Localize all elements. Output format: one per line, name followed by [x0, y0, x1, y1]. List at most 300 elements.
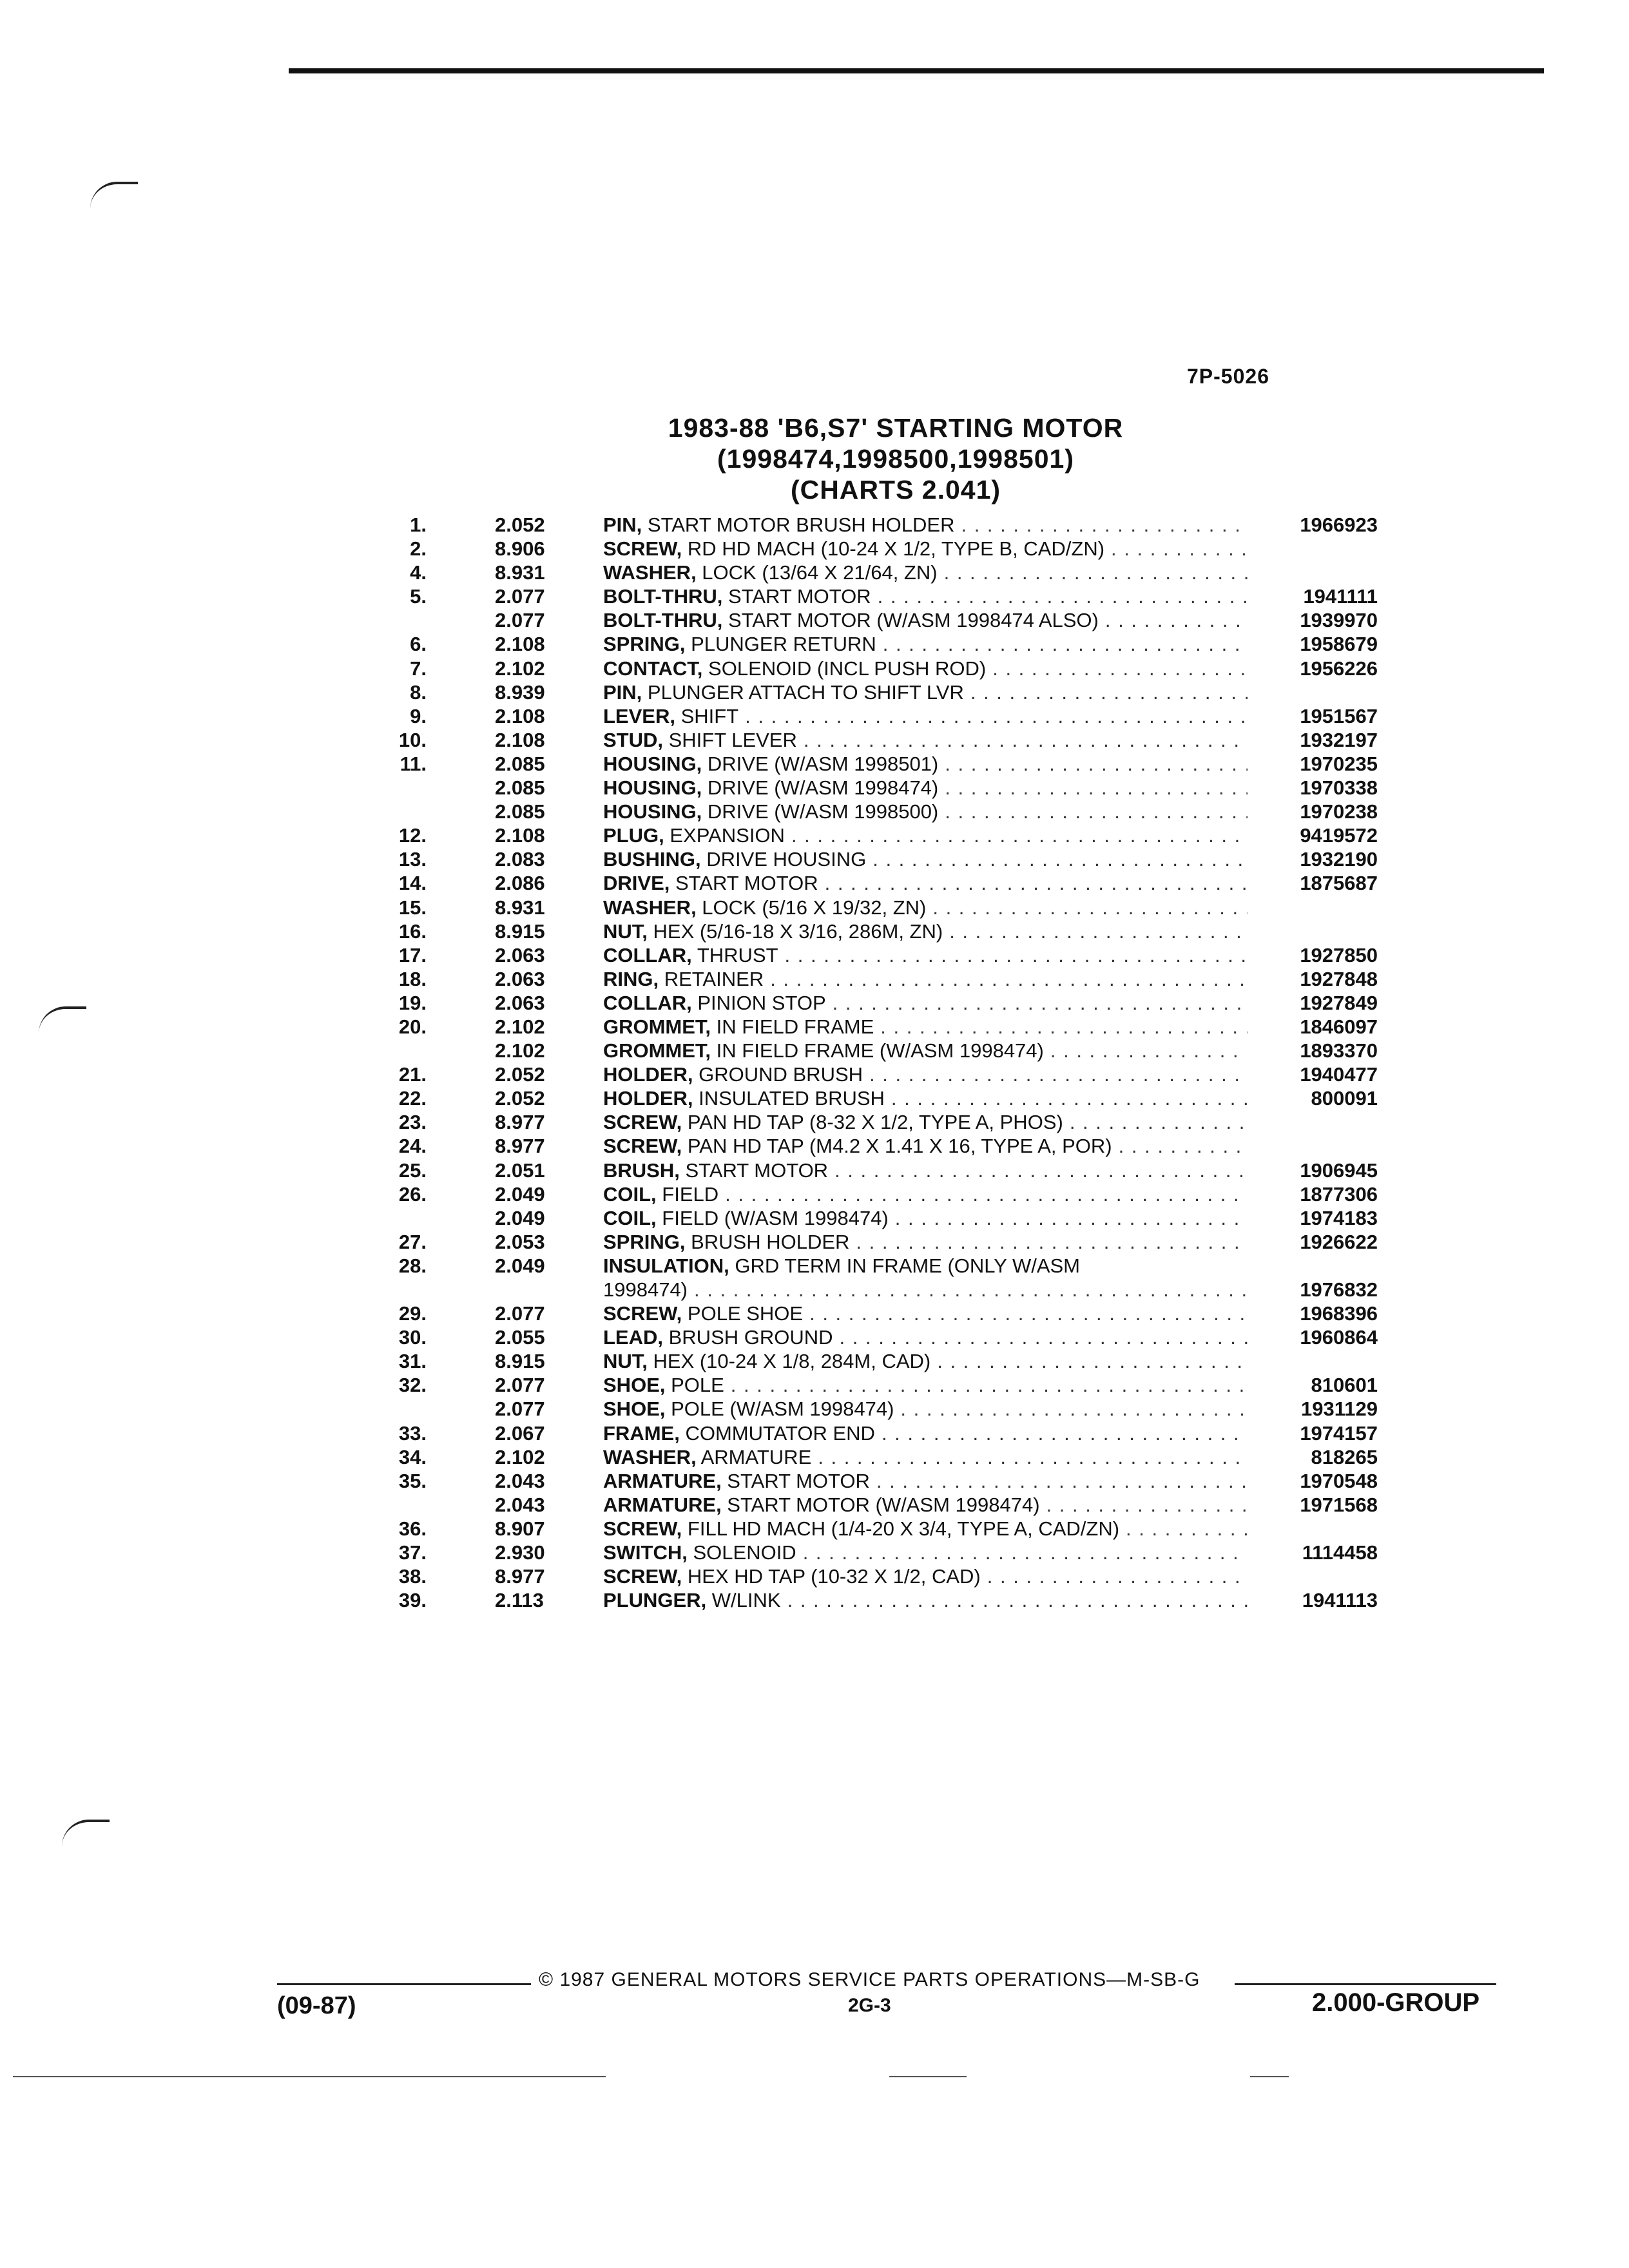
part-number: 1877306 — [1300, 1182, 1378, 1206]
part-number: 810601 — [1311, 1374, 1378, 1397]
ref-number: 21. — [398, 1063, 427, 1086]
part-number: 818265 — [1311, 1445, 1378, 1468]
part-description — [603, 991, 1248, 1015]
part-name: SPRING, — [603, 1230, 686, 1253]
chart-number: 2.077 — [495, 1302, 545, 1325]
part-description — [603, 1086, 1248, 1110]
chart-number: 2.086 — [495, 872, 545, 895]
part-detail: START MOTOR — [722, 585, 871, 608]
dot-leader — [937, 1349, 1248, 1373]
ref-number: 13. — [398, 848, 427, 871]
part-description — [603, 800, 1248, 823]
dot-leader — [944, 561, 1248, 584]
chart-number: 2.055 — [495, 1326, 545, 1349]
part-detail: IN FIELD FRAME (W/ASM 1998474) — [711, 1039, 1044, 1062]
part-name: WASHER, — [603, 896, 697, 919]
footer-rule — [277, 1983, 531, 1985]
part-detail: SHIFT LEVER — [663, 728, 797, 751]
part-number: 1927850 — [1300, 943, 1378, 966]
part-detail: POLE (W/ASM 1998474) — [665, 1398, 894, 1421]
part-detail: PLUNGER ATTACH TO SHIFT LVR — [642, 680, 964, 704]
ref-number: 1. — [410, 514, 427, 536]
part-detail: 1998474) — [603, 1278, 688, 1301]
parts-row — [0, 943, 1629, 967]
dot-leader — [791, 823, 1248, 847]
part-detail: HEX HD TAP (10-32 X 1/2, CAD) — [682, 1565, 981, 1588]
part-number: 9419572 — [1300, 824, 1378, 847]
ref-number: 24. — [398, 1135, 427, 1158]
part-detail: POLE — [665, 1374, 724, 1397]
parts-row — [0, 632, 1629, 656]
dot-leader — [1050, 1039, 1248, 1062]
dot-leader — [949, 919, 1248, 943]
part-description — [603, 1421, 1248, 1445]
parts-row — [0, 776, 1629, 800]
ref-number: 39. — [398, 1589, 427, 1612]
part-detail: SOLENOID (INCL PUSH ROD) — [702, 657, 987, 680]
chart-number: 2.067 — [495, 1421, 545, 1445]
part-number: 1941113 — [1302, 1589, 1378, 1612]
part-number: 1927849 — [1300, 991, 1378, 1014]
part-description — [603, 967, 1248, 991]
scan-mark — [62, 1820, 110, 1847]
chart-number: 8.931 — [495, 561, 545, 584]
parts-row — [0, 1564, 1629, 1588]
part-detail: LOCK (13/64 X 21/64, ZN) — [696, 561, 938, 584]
parts-row — [0, 1397, 1629, 1421]
ref-number: 36. — [398, 1517, 427, 1540]
part-name: DRIVE, — [603, 872, 670, 895]
dot-leader — [900, 1397, 1248, 1421]
part-name: STUD, — [603, 728, 663, 751]
part-detail: START MOTOR (W/ASM 1998474) — [721, 1493, 1040, 1516]
parts-row — [0, 1039, 1629, 1062]
part-detail: RETAINER — [659, 967, 764, 990]
part-description — [603, 1445, 1248, 1469]
part-number: 1970548 — [1300, 1469, 1378, 1492]
part-name: SHOE, — [603, 1398, 666, 1421]
part-description — [603, 537, 1248, 561]
dot-leader — [834, 1158, 1248, 1182]
scan-line — [1250, 2076, 1289, 2077]
chart-number: 2.077 — [495, 585, 545, 608]
part-detail: DRIVE (W/ASM 1998500) — [702, 800, 939, 823]
dot-leader — [694, 1278, 1248, 1302]
part-name: HOUSING, — [603, 800, 702, 823]
part-description — [603, 1588, 1248, 1612]
part-name: HOUSING, — [603, 752, 702, 775]
part-description — [603, 1349, 1248, 1373]
dot-leader — [1070, 1110, 1248, 1134]
parts-row — [0, 537, 1629, 561]
chart-number: 8.906 — [495, 537, 545, 561]
dot-leader — [987, 1564, 1248, 1588]
part-number: 1966923 — [1300, 514, 1378, 536]
part-description — [603, 1015, 1248, 1039]
part-description — [603, 1230, 1248, 1254]
part-detail: BRUSH HOLDER — [685, 1230, 850, 1253]
chart-number: 2.102 — [495, 1039, 545, 1062]
dot-leader — [785, 943, 1248, 967]
part-number: 1940477 — [1300, 1063, 1378, 1086]
part-name: RING, — [603, 967, 659, 990]
ref-number: 17. — [398, 943, 427, 966]
chart-number: 2.083 — [495, 848, 545, 871]
part-description — [603, 1039, 1248, 1062]
parts-row — [0, 991, 1629, 1015]
part-name: GROMMET, — [603, 1015, 711, 1038]
chart-number: 2.930 — [495, 1541, 545, 1564]
parts-row — [0, 1421, 1629, 1445]
parts-row — [0, 1254, 1629, 1278]
part-number: 1976832 — [1300, 1278, 1378, 1301]
ref-number: 35. — [398, 1469, 427, 1492]
ref-number: 22. — [398, 1087, 427, 1110]
part-detail: PAN HD TAP (8-32 X 1/2, TYPE A, PHOS) — [682, 1111, 1063, 1134]
ref-number: 25. — [398, 1158, 427, 1182]
part-detail: RD HD MACH (10-24 X 1/2, TYPE B, CAD/ZN) — [682, 537, 1105, 561]
chart-number: 2.049 — [495, 1254, 545, 1277]
part-detail: ARMATURE — [696, 1445, 812, 1468]
ref-number: 14. — [398, 872, 427, 895]
part-name: PLUG, — [603, 824, 664, 847]
part-description — [603, 1110, 1248, 1134]
part-name: HOLDER, — [603, 1063, 693, 1086]
scan-mark — [90, 182, 138, 209]
dot-leader — [945, 752, 1248, 776]
part-description — [603, 1278, 1248, 1302]
parts-row — [0, 1493, 1629, 1517]
part-description — [603, 919, 1248, 943]
chart-number: 2.043 — [495, 1469, 545, 1492]
parts-row — [0, 1349, 1629, 1373]
dot-leader — [1105, 608, 1248, 632]
parts-row — [0, 800, 1629, 823]
parts-row — [0, 896, 1629, 919]
part-detail: FILL HD MACH (1/4-20 X 3/4, TYPE A, CAD/ZN) — [682, 1517, 1120, 1540]
part-detail: START MOTOR BRUSH HOLDER — [642, 514, 955, 536]
part-name: COLLAR, — [603, 991, 692, 1014]
chart-number: 8.977 — [495, 1565, 545, 1588]
dot-leader — [818, 1445, 1248, 1469]
footer-rule — [1235, 1983, 1496, 1985]
page-code: 7P-5026 — [1187, 365, 1269, 388]
part-name: PIN, — [603, 514, 642, 536]
dot-leader — [731, 1373, 1248, 1397]
chart-number: 2.053 — [495, 1230, 545, 1253]
dot-leader — [961, 513, 1248, 537]
part-name: SWITCH, — [603, 1541, 688, 1564]
chart-number: 8.939 — [495, 680, 545, 704]
ref-number: 20. — [398, 1015, 427, 1038]
part-description — [603, 1206, 1248, 1230]
dot-leader — [725, 1182, 1248, 1206]
parts-row — [0, 967, 1629, 991]
chart-number: 2.049 — [495, 1206, 545, 1229]
parts-row — [0, 1469, 1629, 1493]
part-name: SCREW, — [603, 1517, 682, 1540]
part-detail: INSULATED BRUSH — [693, 1087, 885, 1110]
parts-row — [0, 752, 1629, 776]
dot-leader — [876, 1469, 1248, 1493]
part-number: 1932197 — [1300, 728, 1378, 751]
parts-row — [0, 561, 1629, 584]
part-name: GROMMET, — [603, 1039, 711, 1062]
part-description — [603, 704, 1248, 728]
part-detail: START MOTOR — [679, 1158, 829, 1182]
part-description — [603, 657, 1248, 680]
dot-leader — [1126, 1517, 1248, 1541]
part-description — [603, 823, 1248, 847]
part-number: 1974183 — [1300, 1206, 1378, 1229]
part-detail: HEX (5/16-18 X 3/16, 286M, ZN) — [647, 919, 943, 943]
part-name: COIL, — [603, 1206, 657, 1229]
ref-number: 38. — [398, 1565, 427, 1588]
chart-number: 2.108 — [495, 704, 545, 727]
ref-number: 34. — [398, 1445, 427, 1468]
parts-row — [0, 1206, 1629, 1230]
part-name: SCREW, — [603, 537, 682, 561]
part-detail: LOCK (5/16 X 19/32, ZN) — [696, 896, 927, 919]
chart-number: 2.102 — [495, 1445, 545, 1468]
part-description — [603, 1182, 1248, 1206]
part-name: HOUSING, — [603, 776, 702, 800]
part-number: 1974157 — [1300, 1421, 1378, 1445]
ref-number: 5. — [410, 585, 427, 608]
parts-row — [0, 1230, 1629, 1254]
ref-number: 18. — [398, 967, 427, 990]
dot-leader — [856, 1230, 1248, 1254]
part-number: 1846097 — [1300, 1015, 1378, 1038]
part-name: COLLAR, — [603, 943, 692, 966]
ref-number: 29. — [398, 1302, 427, 1325]
part-name: BRUSH, — [603, 1158, 680, 1182]
scan-line — [13, 2076, 606, 2077]
part-name: LEVER, — [603, 704, 675, 727]
ref-number: 15. — [398, 896, 427, 919]
part-description — [603, 1302, 1248, 1325]
parts-row — [0, 1158, 1629, 1182]
part-name: PLUNGER, — [603, 1589, 707, 1612]
part-name: WASHER, — [603, 1445, 697, 1468]
parts-row — [0, 680, 1629, 704]
part-description — [603, 1397, 1248, 1421]
part-number: 1956226 — [1300, 657, 1378, 680]
ref-number: 27. — [398, 1230, 427, 1253]
part-detail: GRD TERM IN FRAME (ONLY W/ASM — [729, 1254, 1081, 1277]
parts-row — [0, 584, 1629, 608]
chart-number: 8.915 — [495, 919, 545, 943]
chart-number: 2.085 — [495, 752, 545, 775]
date-code: (09-87) — [277, 1992, 356, 2019]
part-detail: PAN HD TAP (M4.2 X 1.41 X 16, TYPE A, POR) — [682, 1135, 1112, 1158]
part-name: LEAD, — [603, 1326, 663, 1349]
part-name: BUSHING, — [603, 848, 701, 871]
charts-reference: (CHARTS 2.041) — [790, 475, 1001, 505]
ref-number: 10. — [398, 728, 427, 751]
dot-leader — [882, 1421, 1248, 1445]
chart-number: 2.077 — [495, 1374, 545, 1397]
ref-number: 23. — [398, 1111, 427, 1134]
ref-number: 16. — [398, 919, 427, 943]
parts-row — [0, 704, 1629, 728]
part-description — [603, 584, 1248, 608]
chart-number: 8.977 — [495, 1135, 545, 1158]
parts-row — [0, 513, 1629, 537]
part-description — [603, 1493, 1248, 1517]
part-name: SCREW, — [603, 1302, 682, 1325]
chart-number: 2.052 — [495, 1087, 545, 1110]
part-number: 1951567 — [1300, 704, 1378, 727]
part-detail: START MOTOR — [670, 872, 818, 895]
part-detail: COMMUTATOR END — [679, 1421, 875, 1445]
ref-number: 4. — [410, 561, 427, 584]
part-description — [603, 513, 1248, 537]
part-detail: BRUSH GROUND — [663, 1326, 833, 1349]
part-number: 1875687 — [1300, 872, 1378, 895]
part-detail: SOLENOID — [687, 1541, 796, 1564]
dot-leader — [1111, 537, 1248, 561]
chart-number: 8.907 — [495, 1517, 545, 1540]
dot-leader — [880, 1015, 1248, 1039]
dot-leader — [804, 728, 1248, 752]
parts-row — [0, 871, 1629, 895]
part-number: 1968396 — [1300, 1302, 1378, 1325]
part-description — [603, 847, 1248, 871]
chart-number: 2.113 — [495, 1589, 544, 1612]
chart-number: 2.063 — [495, 991, 545, 1014]
part-number: 1114458 — [1302, 1541, 1378, 1564]
parts-row — [0, 1062, 1629, 1086]
part-detail: HEX (10-24 X 1/8, 284M, CAD) — [647, 1350, 931, 1373]
chart-number: 2.102 — [495, 657, 545, 680]
part-name: NUT, — [603, 919, 648, 943]
parts-row — [0, 1086, 1629, 1110]
chart-number: 2.043 — [495, 1493, 545, 1516]
parts-row — [0, 847, 1629, 871]
dot-leader — [945, 800, 1248, 823]
ref-number: 19. — [398, 991, 427, 1014]
dot-leader — [787, 1588, 1248, 1612]
assembly-numbers: (1998474,1998500,1998501) — [717, 444, 1074, 474]
dot-leader — [992, 657, 1248, 680]
chart-number: 2.077 — [495, 1398, 545, 1421]
part-name: COIL, — [603, 1182, 657, 1206]
part-description — [603, 1541, 1248, 1564]
part-detail: START MOTOR — [721, 1469, 870, 1492]
part-number: 1893370 — [1300, 1039, 1378, 1062]
part-detail: SHIFT — [675, 704, 739, 727]
part-detail: START MOTOR (W/ASM 1998474 ALSO) — [722, 609, 1099, 632]
chart-number: 2.051 — [495, 1158, 545, 1182]
part-description — [603, 608, 1248, 632]
parts-row — [0, 1134, 1629, 1158]
part-description — [603, 1325, 1248, 1349]
chart-number: 2.108 — [495, 633, 545, 656]
part-number: 1941111 — [1303, 585, 1378, 608]
chart-number: 8.931 — [495, 896, 545, 919]
part-number: 1939970 — [1300, 609, 1378, 632]
part-number: 1960864 — [1300, 1326, 1378, 1349]
parts-row — [0, 1302, 1629, 1325]
part-detail: FIELD (W/ASM 1998474) — [656, 1206, 889, 1229]
part-detail: DRIVE HOUSING — [700, 848, 867, 871]
ref-number: 37. — [398, 1541, 427, 1564]
parts-row — [0, 1373, 1629, 1397]
part-detail: THRUST — [691, 943, 778, 966]
chart-number: 2.052 — [495, 1063, 545, 1086]
chart-number: 2.063 — [495, 967, 545, 990]
dot-leader — [825, 871, 1248, 895]
part-name: SCREW, — [603, 1111, 682, 1134]
chart-number: 2.077 — [495, 609, 545, 632]
part-description — [603, 943, 1248, 967]
parts-list — [0, 513, 1629, 1612]
page-title: 1983-88 'B6,S7' STARTING MOTOR — [668, 413, 1124, 443]
part-detail: POLE SHOE — [682, 1302, 804, 1325]
parts-row — [0, 1325, 1629, 1349]
part-detail: PLUNGER RETURN — [685, 633, 876, 656]
ref-number: 11. — [400, 752, 427, 775]
part-number: 1970238 — [1300, 800, 1378, 823]
part-number: 1958679 — [1300, 633, 1378, 656]
part-number: 1932190 — [1300, 848, 1378, 871]
ref-number: 26. — [398, 1182, 427, 1206]
parts-row — [0, 1110, 1629, 1134]
ref-number: 33. — [398, 1421, 427, 1445]
dot-leader — [932, 896, 1248, 919]
part-description — [603, 632, 1248, 656]
dot-leader — [869, 1062, 1248, 1086]
dot-leader — [883, 632, 1248, 656]
part-name: NUT, — [603, 1350, 648, 1373]
ref-number: 8. — [410, 680, 427, 704]
part-description — [603, 896, 1248, 919]
parts-row — [0, 608, 1629, 632]
ref-number: 6. — [410, 633, 427, 656]
parts-row — [0, 823, 1629, 847]
part-name: HOLDER, — [603, 1087, 693, 1110]
part-name: CONTACT, — [603, 657, 703, 680]
part-detail: IN FIELD FRAME — [711, 1015, 874, 1038]
parts-row — [0, 1278, 1629, 1302]
parts-row — [0, 1015, 1629, 1039]
chart-number: 2.085 — [495, 800, 545, 823]
parts-row — [0, 657, 1629, 680]
dot-leader — [745, 704, 1248, 728]
part-description — [603, 561, 1248, 584]
part-description — [603, 776, 1248, 800]
part-name: ARMATURE, — [603, 1493, 722, 1516]
part-detail: EXPANSION — [664, 824, 785, 847]
parts-row — [0, 1541, 1629, 1564]
part-number: 1970338 — [1300, 776, 1378, 800]
chart-number: 2.049 — [495, 1182, 545, 1206]
dot-leader — [809, 1302, 1248, 1325]
scan-line — [889, 2076, 967, 2077]
part-detail: DRIVE (W/ASM 1998501) — [702, 752, 939, 775]
ref-number: 32. — [398, 1374, 427, 1397]
part-name: SCREW, — [603, 1565, 682, 1588]
part-description — [603, 871, 1248, 895]
part-description — [603, 728, 1248, 752]
ref-number: 30. — [398, 1326, 427, 1349]
group-label: 2.000-GROUP — [1312, 1988, 1480, 2017]
part-description — [603, 1564, 1248, 1588]
part-number: 800091 — [1311, 1087, 1378, 1110]
dot-leader — [840, 1325, 1248, 1349]
part-number: 1926622 — [1300, 1230, 1378, 1253]
